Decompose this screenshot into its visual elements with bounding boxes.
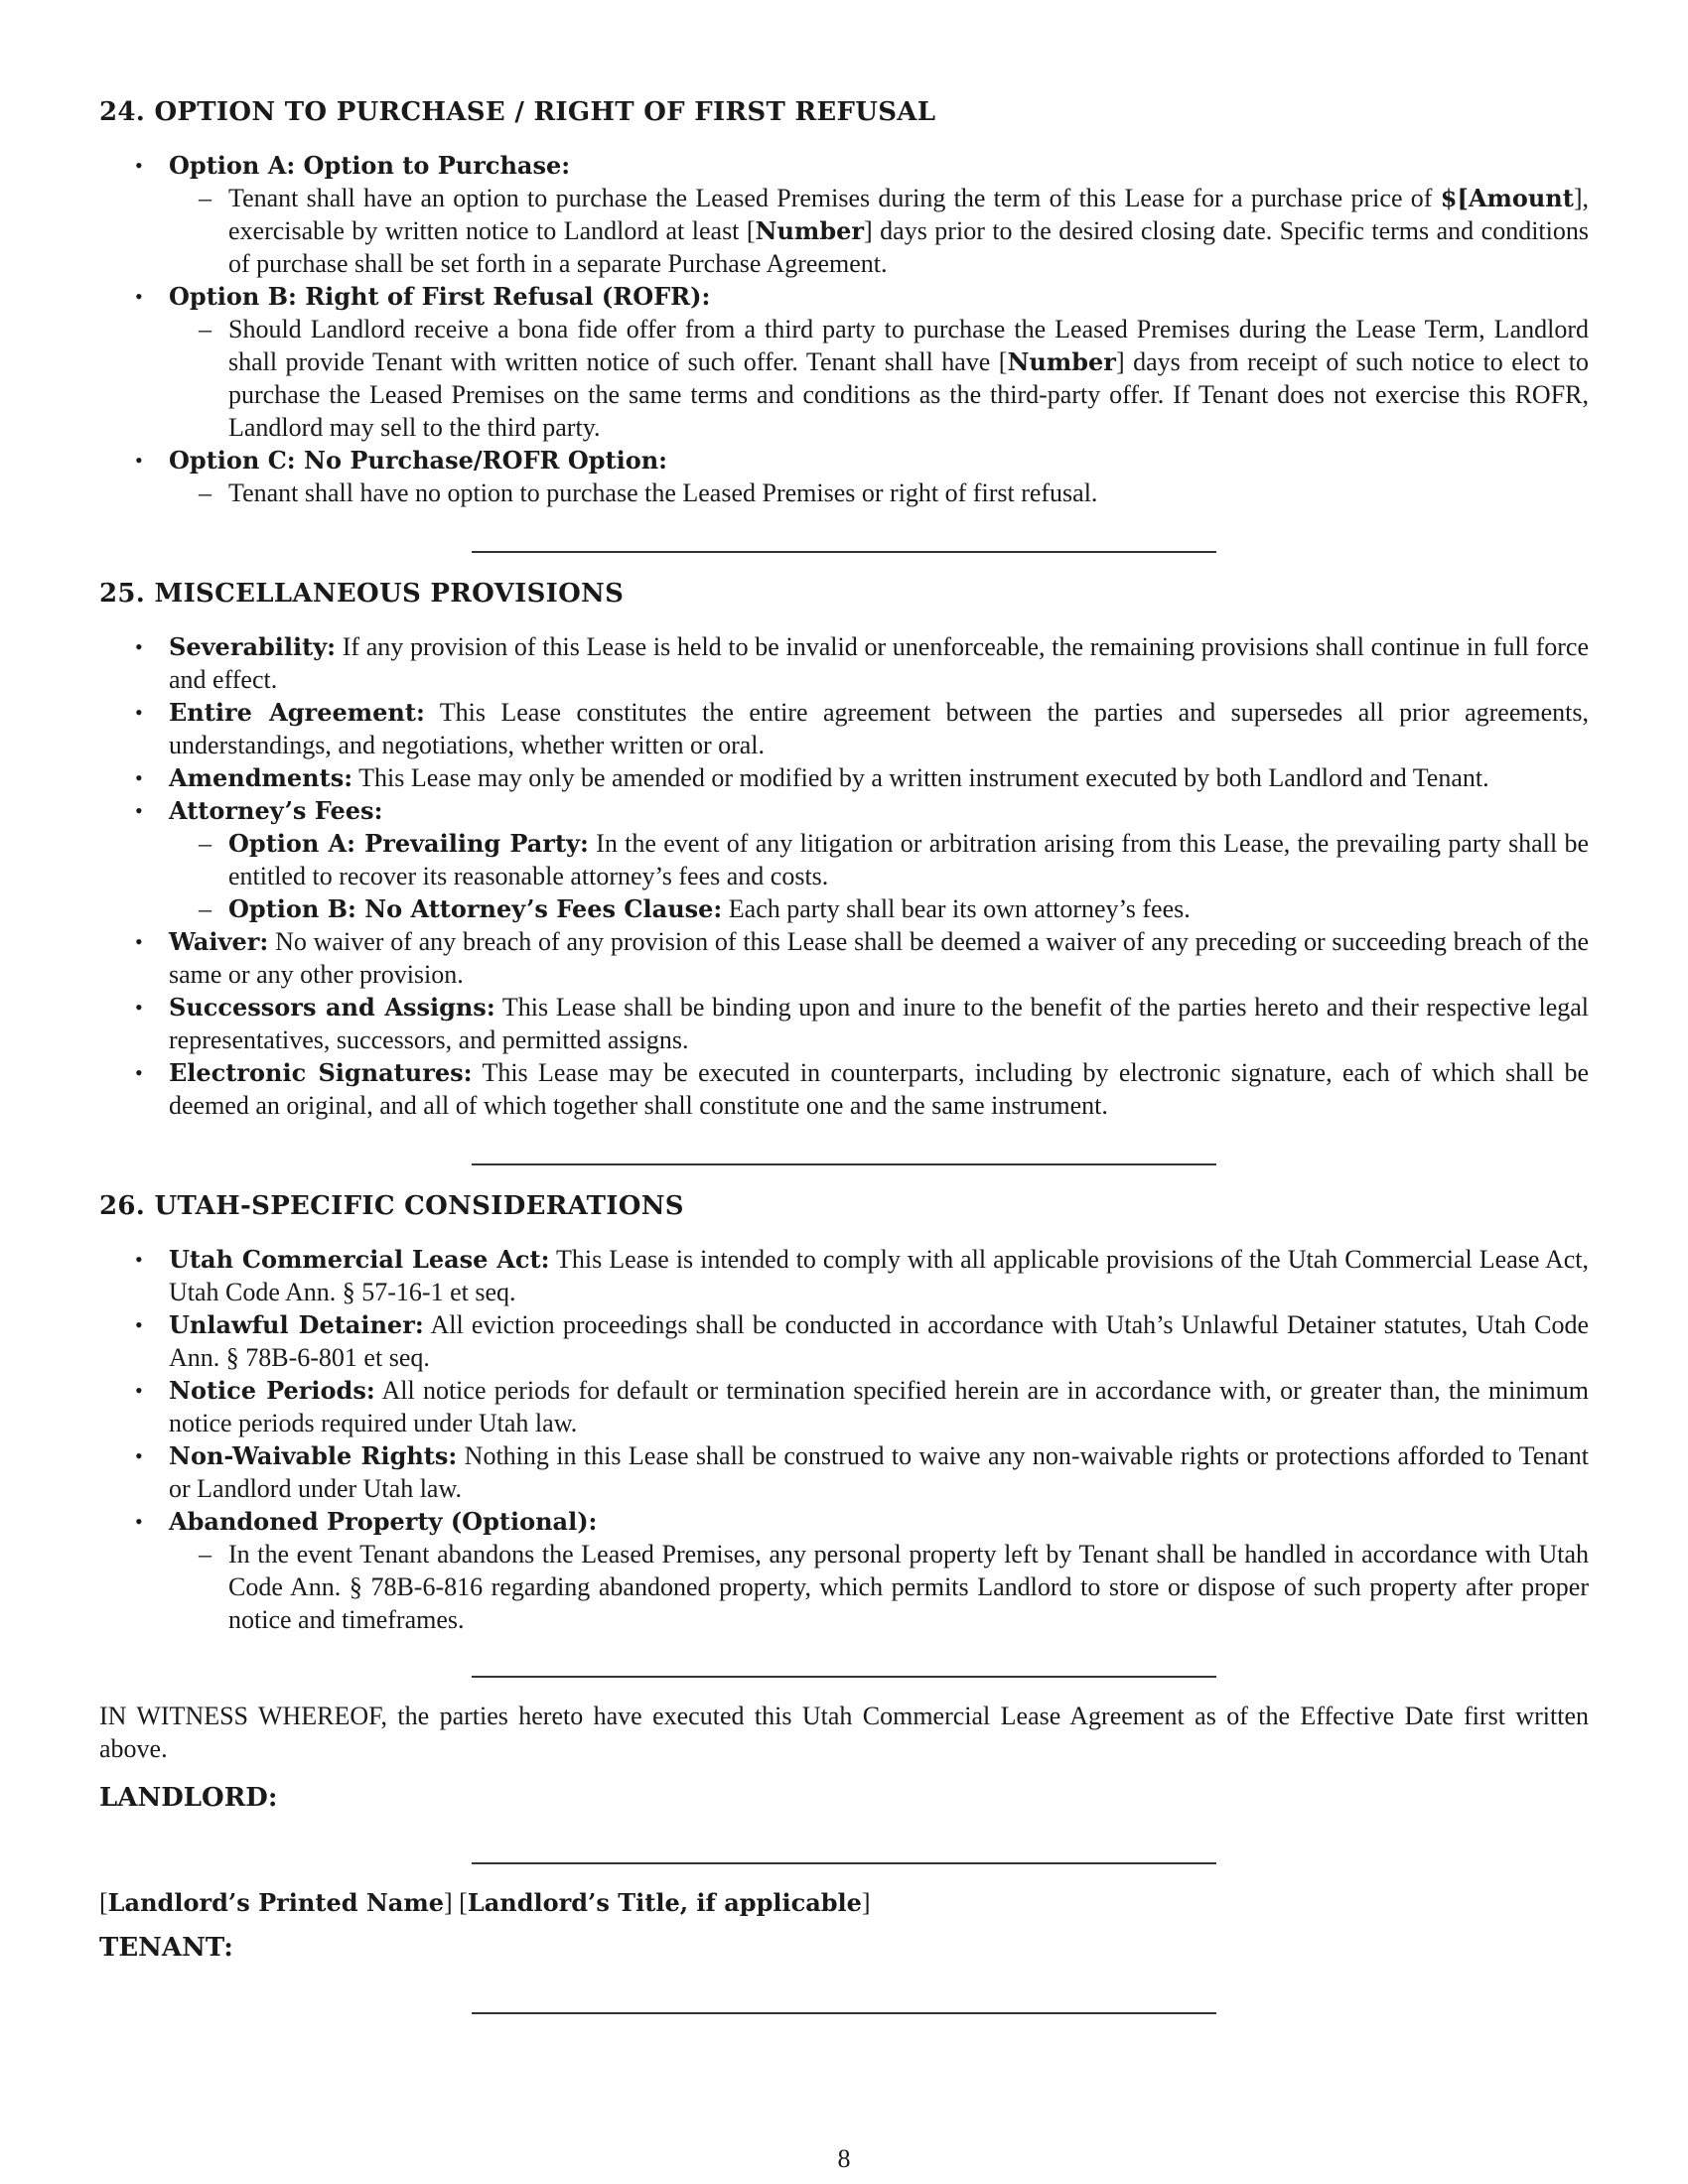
section-24-list	[99, 149, 1589, 509]
bullet-icon: •	[135, 765, 143, 790]
option-b-text: Should Landlord receive a bona fide offer from a third party to purchase the Leased Premises during the Lease Term, Landlord shall provide Tenant with written notice of such offer. Tenant shall have [	[228, 315, 1589, 376]
option-c-label: Option C: No Purchase/ROFR Option:	[169, 446, 668, 475]
unlawful-detainer-label: Unlawful Detainer:	[169, 1310, 424, 1339]
electronic-signatures-label: Electronic Signatures:	[169, 1058, 473, 1087]
amendments-label: Amendments:	[169, 763, 353, 792]
non-waivable-rights-text: Nothing in this Lease shall be construed to waive any non-waivable rights or protections afforded to Tenant or Landlord under Utah law.	[169, 1441, 1589, 1503]
bullet-icon: •	[135, 700, 143, 725]
number-placeholder: Number	[1007, 347, 1116, 376]
number-placeholder: Number	[755, 216, 865, 245]
list-item	[99, 1056, 1589, 1122]
bullet-icon: •	[135, 1378, 143, 1403]
bullet-icon: •	[135, 284, 143, 309]
option-c-text: Tenant shall have no option to purchase the Leased Premises or right of first refusal.	[228, 478, 1098, 507]
bullet-icon: •	[135, 798, 143, 823]
page-number: 8	[837, 2144, 851, 2173]
bullet-icon: •	[135, 1509, 143, 1534]
bullet-icon: •	[135, 448, 143, 473]
fees-option-a-label: Option A: Prevailing Party:	[228, 829, 589, 858]
bracket-open: [	[99, 1888, 108, 1917]
list-item	[99, 1374, 1589, 1439]
list-item	[99, 444, 1589, 509]
list-item	[99, 1243, 1589, 1308]
amount-prefix: $[	[1440, 184, 1469, 212]
bracket-close: ]	[861, 1888, 871, 1917]
list-item	[99, 761, 1589, 794]
list-item	[169, 827, 1589, 892]
witness-clause: IN WITNESS WHEREOF, the parties hereto have executed this Utah Commercial Lease Agreement as of the Effective Date first written above.	[99, 1702, 1589, 1763]
list-item	[169, 313, 1589, 444]
electronic-signatures-text: This Lease may be executed in counterparts, including by electronic signature, each of which shall be deemed an original, and all of which together shall constitute one and the same instrument.	[169, 1058, 1589, 1120]
successors-text: This Lease shall be binding upon and inure to the benefit of the parties hereto and their respective legal representatives, successors, and permitted assigns.	[169, 993, 1590, 1054]
fees-option-b-label: Option B: No Attorney’s Fees Clause:	[228, 894, 723, 923]
abandoned-property-text: In the event Tenant abandons the Leased Premises, any personal property left by Tenant shall be handled in accordance with Utah Code Ann. § 78B-6-816 regarding abandoned property, which permits Landlord to store or dispose of such property after proper notice and timeframes.	[228, 1540, 1589, 1634]
fees-option-a-text: In the event of any litigation or arbitration arising from this Lease, the prevailing party shall be entitled to recover its reasonable attorney’s fees and costs.	[228, 829, 1590, 890]
landlord-name-line	[99, 1886, 1589, 1919]
bullet-icon: •	[135, 1060, 143, 1085]
severability-text: If any provision of this Lease is held to be invalid or unenforceable, the remaining provisions shall continue in full force and effect.	[169, 632, 1589, 694]
bullet-icon: •	[135, 995, 143, 1020]
bracket-mid: ] [	[444, 1888, 468, 1917]
dash-icon: –	[199, 184, 211, 212]
list-item	[99, 925, 1589, 991]
non-waivable-rights-label: Non-Waivable Rights:	[169, 1441, 458, 1470]
list-item	[99, 1439, 1589, 1505]
document-page	[99, 97, 1589, 2014]
section-25-heading: 25. MISCELLANEOUS PROVISIONS	[99, 579, 625, 609]
section-25-list	[99, 630, 1589, 1122]
bullet-icon: •	[135, 1443, 143, 1468]
waiver-text: No waiver of any breach of any provision of this Lease shall be deemed a waiver of any preceding or succeeding breach of the same or any other provision.	[169, 927, 1590, 989]
option-a-text-2: ], exercisable by written notice to Landlord at least [	[228, 184, 1590, 245]
unlawful-detainer-text: All eviction proceedings shall be conducted in accordance with Utah’s Unlawful Detainer statutes, Utah Code Ann. § 78B-6-801 et seq.	[169, 1310, 1590, 1372]
list-item	[99, 149, 1589, 280]
list-item	[99, 991, 1589, 1056]
landlord-printed-name: Landlord’s Printed Name	[107, 1888, 445, 1917]
fees-option-b-text: Each party shall bear its own attorney’s fees.	[728, 894, 1191, 923]
dash-icon: –	[199, 894, 211, 923]
list-item	[99, 1505, 1589, 1636]
dash-icon: –	[199, 1540, 211, 1569]
section-26-list	[99, 1243, 1589, 1636]
option-a-text: Tenant shall have an option to purchase the Leased Premises during the term of this Lease for a purchase price of	[228, 184, 1433, 212]
option-a-label: Option A: Option to Purchase:	[169, 151, 571, 180]
section-24-heading: 24. OPTION TO PURCHASE / RIGHT OF FIRST REFUSAL	[99, 97, 936, 127]
bullet-icon: •	[135, 1312, 143, 1337]
list-item	[169, 892, 1589, 925]
landlord-label: LANDLORD:	[99, 1783, 278, 1813]
list-item	[169, 477, 1589, 509]
dash-icon: –	[199, 315, 211, 343]
abandoned-property-label: Abandoned Property (Optional):	[169, 1507, 598, 1536]
list-item	[169, 1538, 1589, 1636]
notice-periods-text: All notice periods for default or termination specified herein are in accordance with, or greater than, the minimum notice periods required under Utah law.	[169, 1376, 1589, 1437]
entire-agreement-text: This Lease constitutes the entire agreement between the parties and supersedes all prior agreements, understandings, and negotiations, whether written or oral.	[169, 698, 1589, 759]
bullet-icon: •	[135, 153, 143, 178]
bullet-icon: •	[135, 929, 143, 954]
utah-commercial-lease-act-text: This Lease is intended to comply with all applicable provisions of the Utah Commercial Lease Act, Utah Code Ann. § 57-16-1 et seq.	[169, 1245, 1589, 1306]
successors-label: Successors and Assigns:	[169, 993, 495, 1022]
severability-label: Severability:	[169, 632, 337, 661]
amount-placeholder: Amount	[1468, 184, 1574, 212]
bullet-icon: •	[135, 1247, 143, 1272]
tenant-label: TENANT:	[99, 1933, 233, 1963]
option-b-label: Option B: Right of First Refusal (ROFR):	[169, 282, 711, 311]
utah-commercial-lease-act-label: Utah Commercial Lease Act:	[169, 1245, 550, 1274]
dash-icon: –	[199, 829, 211, 858]
dash-icon: –	[199, 478, 211, 507]
tenant-signature-line	[472, 2012, 1216, 2014]
bullet-icon: •	[135, 634, 143, 659]
entire-agreement-label: Entire Agreement:	[169, 698, 425, 727]
notice-periods-label: Notice Periods:	[169, 1376, 375, 1405]
list-item	[99, 280, 1589, 444]
amendments-text: This Lease may only be amended or modified by a written instrument executed by both Landlord and Tenant.	[358, 763, 1489, 792]
list-item	[169, 182, 1589, 280]
landlord-title: Landlord’s Title, if applicable	[467, 1888, 862, 1917]
list-item	[99, 630, 1589, 696]
list-item	[99, 1308, 1589, 1374]
list-item	[99, 794, 1589, 925]
section-26-heading: 26. UTAH-SPECIFIC CONSIDERATIONS	[99, 1191, 684, 1221]
list-item	[99, 696, 1589, 761]
option-a-text-3: ] days prior to the desired closing date. Specific terms and conditions of purchase shall be set forth in a separate Purchase Agreement.	[228, 216, 1589, 278]
attorneys-fees-label: Attorney’s Fees:	[169, 796, 383, 825]
option-b-text-2: ] days from receipt of such notice to elect to purchase the Leased Premises on the same terms and conditions as the third-party offer. If Tenant does not exercise this ROFR, Landlord may sell to the third party.	[228, 347, 1589, 442]
waiver-label: Waiver:	[169, 927, 269, 956]
